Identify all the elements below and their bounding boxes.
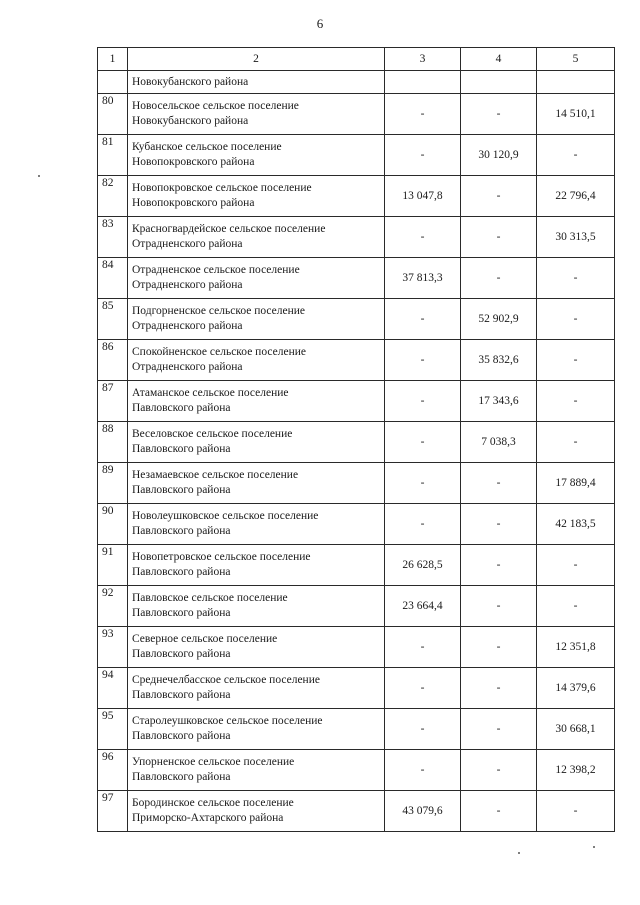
value-col5: 22 796,4 xyxy=(537,176,615,217)
value-col5: 30 313,5 xyxy=(537,217,615,258)
table-row xyxy=(98,750,615,791)
value-col5: - xyxy=(537,545,615,586)
value-cell xyxy=(461,71,537,94)
settlement-name: Отрадненское сельское поселение xyxy=(132,264,300,277)
page-number: 6 xyxy=(316,16,324,31)
value-col4: - xyxy=(461,709,537,750)
settlement-name: Спокойненское сельское поселение xyxy=(132,346,306,359)
value-col3: - xyxy=(385,217,461,258)
settlement-name: Новопокровское сельское поселение xyxy=(132,182,312,195)
row-number: 95 xyxy=(98,709,128,750)
table-row xyxy=(98,463,615,504)
value-col5: - xyxy=(537,135,615,176)
settlement-name: Новолеушковское сельское поселение xyxy=(132,510,319,523)
row-number: 87 xyxy=(98,381,128,422)
value-col3: - xyxy=(385,135,461,176)
table-row xyxy=(98,94,615,135)
settlement-name: Незамаевское сельское поселение xyxy=(132,469,299,482)
value-col4: 17 343,6 xyxy=(461,381,537,422)
settlement-name: Кубанское сельское поселение xyxy=(132,141,282,154)
settlement-name-cell xyxy=(128,176,385,217)
settlement-name-cell xyxy=(128,258,385,299)
table-row xyxy=(98,135,615,176)
district-name: Приморско-Ахтарского района xyxy=(132,812,284,824)
row-number: 94 xyxy=(98,668,128,709)
table-row xyxy=(98,381,615,422)
column-header: 1 xyxy=(98,48,128,71)
value-col4: 52 902,9 xyxy=(461,299,537,340)
row-number: 91 xyxy=(98,545,128,586)
settlement-name-cell xyxy=(128,709,385,750)
value-cell xyxy=(537,71,615,94)
table-header-row xyxy=(98,48,615,71)
row-number: 96 xyxy=(98,750,128,791)
value-col5: - xyxy=(537,299,615,340)
value-col5: 30 668,1 xyxy=(537,709,615,750)
district-name: Павловского района xyxy=(132,566,231,578)
settlement-name-cell xyxy=(128,381,385,422)
value-col4: - xyxy=(461,545,537,586)
district-name: Павловского района xyxy=(132,689,231,701)
settlement-name-cell xyxy=(128,299,385,340)
district-name: Отрадненского района xyxy=(132,238,243,250)
table-row xyxy=(98,668,615,709)
district-name: Новокубанского района xyxy=(132,75,249,88)
scan-speck xyxy=(593,846,595,848)
column-header: 3 xyxy=(385,48,461,71)
settlement-name: Веселовское сельское поселение xyxy=(132,428,293,441)
district-name: Отрадненского района xyxy=(132,320,243,332)
value-col4: - xyxy=(461,791,537,832)
value-col4: - xyxy=(461,258,537,299)
table-row xyxy=(98,709,615,750)
value-col5: - xyxy=(537,422,615,463)
value-col3: - xyxy=(385,340,461,381)
district-name: Павловского района xyxy=(132,648,231,660)
district-name: Новопокровского района xyxy=(132,197,255,209)
value-col3: - xyxy=(385,299,461,340)
settlement-name-cell xyxy=(128,71,385,94)
district-name: Отрадненского района xyxy=(132,361,243,373)
settlement-name-cell xyxy=(128,750,385,791)
table-row xyxy=(98,217,615,258)
row-number: 86 xyxy=(98,340,128,381)
row-number: 82 xyxy=(98,176,128,217)
value-col3: - xyxy=(385,504,461,545)
row-number: 97 xyxy=(98,791,128,832)
value-col3: - xyxy=(385,381,461,422)
settlement-name-cell xyxy=(128,668,385,709)
value-col3: 37 813,3 xyxy=(385,258,461,299)
value-col5: 17 889,4 xyxy=(537,463,615,504)
settlement-name-cell xyxy=(128,504,385,545)
value-col4: - xyxy=(461,217,537,258)
row-number-cell xyxy=(98,71,128,94)
settlement-name: Павловское сельское поселение xyxy=(132,592,288,605)
settlement-name: Бородинское сельское поселение xyxy=(132,797,294,810)
value-col4: 30 120,9 xyxy=(461,135,537,176)
table-row xyxy=(98,299,615,340)
table-row xyxy=(98,791,615,832)
continuation-row xyxy=(98,71,615,94)
settlement-name: Атаманское сельское поселение xyxy=(132,387,289,400)
value-col3: - xyxy=(385,627,461,668)
settlement-name-cell xyxy=(128,135,385,176)
table-row xyxy=(98,504,615,545)
value-col4: - xyxy=(461,94,537,135)
value-col5: - xyxy=(537,586,615,627)
settlement-name: Красногвардейское сельское поселение xyxy=(132,223,326,236)
value-col5: - xyxy=(537,381,615,422)
settlement-name-cell xyxy=(128,627,385,668)
row-number: 93 xyxy=(98,627,128,668)
district-name: Павловского района xyxy=(132,443,231,455)
settlement-name: Подгорненское сельское поселение xyxy=(132,305,305,318)
district-name: Павловского района xyxy=(132,484,231,496)
table-row xyxy=(98,176,615,217)
table-row xyxy=(98,258,615,299)
district-name: Павловского района xyxy=(132,730,231,742)
settlement-name: Новопетровское сельское поселение xyxy=(132,551,311,564)
table-row xyxy=(98,340,615,381)
row-number: 92 xyxy=(98,586,128,627)
district-name: Отрадненского района xyxy=(132,279,243,291)
settlement-name-cell xyxy=(128,586,385,627)
value-col5: 12 351,8 xyxy=(537,627,615,668)
settlement-name: Северное сельское поселение xyxy=(132,633,278,646)
row-number: 83 xyxy=(98,217,128,258)
settlement-name: Новосельское сельское поселение xyxy=(132,100,299,113)
district-name: Новопокровского района xyxy=(132,156,255,168)
value-col3: 43 079,6 xyxy=(385,791,461,832)
settlement-name-cell xyxy=(128,545,385,586)
row-number: 85 xyxy=(98,299,128,340)
value-col4: - xyxy=(461,176,537,217)
district-name: Павловского района xyxy=(132,402,231,414)
row-number: 84 xyxy=(98,258,128,299)
settlement-name-cell xyxy=(128,791,385,832)
value-col3: 13 047,8 xyxy=(385,176,461,217)
value-col3: - xyxy=(385,94,461,135)
value-col3: - xyxy=(385,668,461,709)
value-col4: - xyxy=(461,504,537,545)
scan-speck xyxy=(38,175,40,177)
value-col5: - xyxy=(537,791,615,832)
value-col3: - xyxy=(385,463,461,504)
settlement-name-cell xyxy=(128,463,385,504)
value-col4: 35 832,6 xyxy=(461,340,537,381)
settlement-name: Упорненское сельское поселение xyxy=(132,756,295,769)
column-header: 5 xyxy=(537,48,615,71)
row-number: 81 xyxy=(98,135,128,176)
value-col3: 26 628,5 xyxy=(385,545,461,586)
value-col4: 7 038,3 xyxy=(461,422,537,463)
scan-speck xyxy=(518,852,520,854)
table-row xyxy=(98,627,615,668)
value-col3: - xyxy=(385,709,461,750)
table-row xyxy=(98,586,615,627)
value-col4: - xyxy=(461,586,537,627)
settlement-name-cell xyxy=(128,340,385,381)
row-number: 88 xyxy=(98,422,128,463)
district-name: Павловского района xyxy=(132,607,231,619)
table-row xyxy=(98,422,615,463)
settlement-name-cell xyxy=(128,94,385,135)
value-col4: - xyxy=(461,668,537,709)
settlement-name: Старолеушковское сельское поселение xyxy=(132,715,323,728)
value-col4: - xyxy=(461,750,537,791)
row-number: 90 xyxy=(98,504,128,545)
value-col5: - xyxy=(537,340,615,381)
value-col5: 42 183,5 xyxy=(537,504,615,545)
district-name: Павловского района xyxy=(132,771,231,783)
value-col3: - xyxy=(385,750,461,791)
row-number: 89 xyxy=(98,463,128,504)
settlement-name-cell xyxy=(128,422,385,463)
value-col5: - xyxy=(537,258,615,299)
settlement-name: Среднечелбасское сельское поселение xyxy=(132,674,320,687)
row-number: 80 xyxy=(98,94,128,135)
table-row xyxy=(98,545,615,586)
value-col5: 14 510,1 xyxy=(537,94,615,135)
district-name: Новокубанского района xyxy=(132,115,249,127)
value-cell xyxy=(385,71,461,94)
column-header: 4 xyxy=(461,48,537,71)
column-header: 2 xyxy=(128,48,385,71)
settlement-name-cell xyxy=(128,217,385,258)
allocation-table xyxy=(97,47,615,832)
value-col4: - xyxy=(461,463,537,504)
value-col3: - xyxy=(385,422,461,463)
district-name: Павловского района xyxy=(132,525,231,537)
value-col5: 14 379,6 xyxy=(537,668,615,709)
value-col4: - xyxy=(461,627,537,668)
value-col5: 12 398,2 xyxy=(537,750,615,791)
value-col3: 23 664,4 xyxy=(385,586,461,627)
